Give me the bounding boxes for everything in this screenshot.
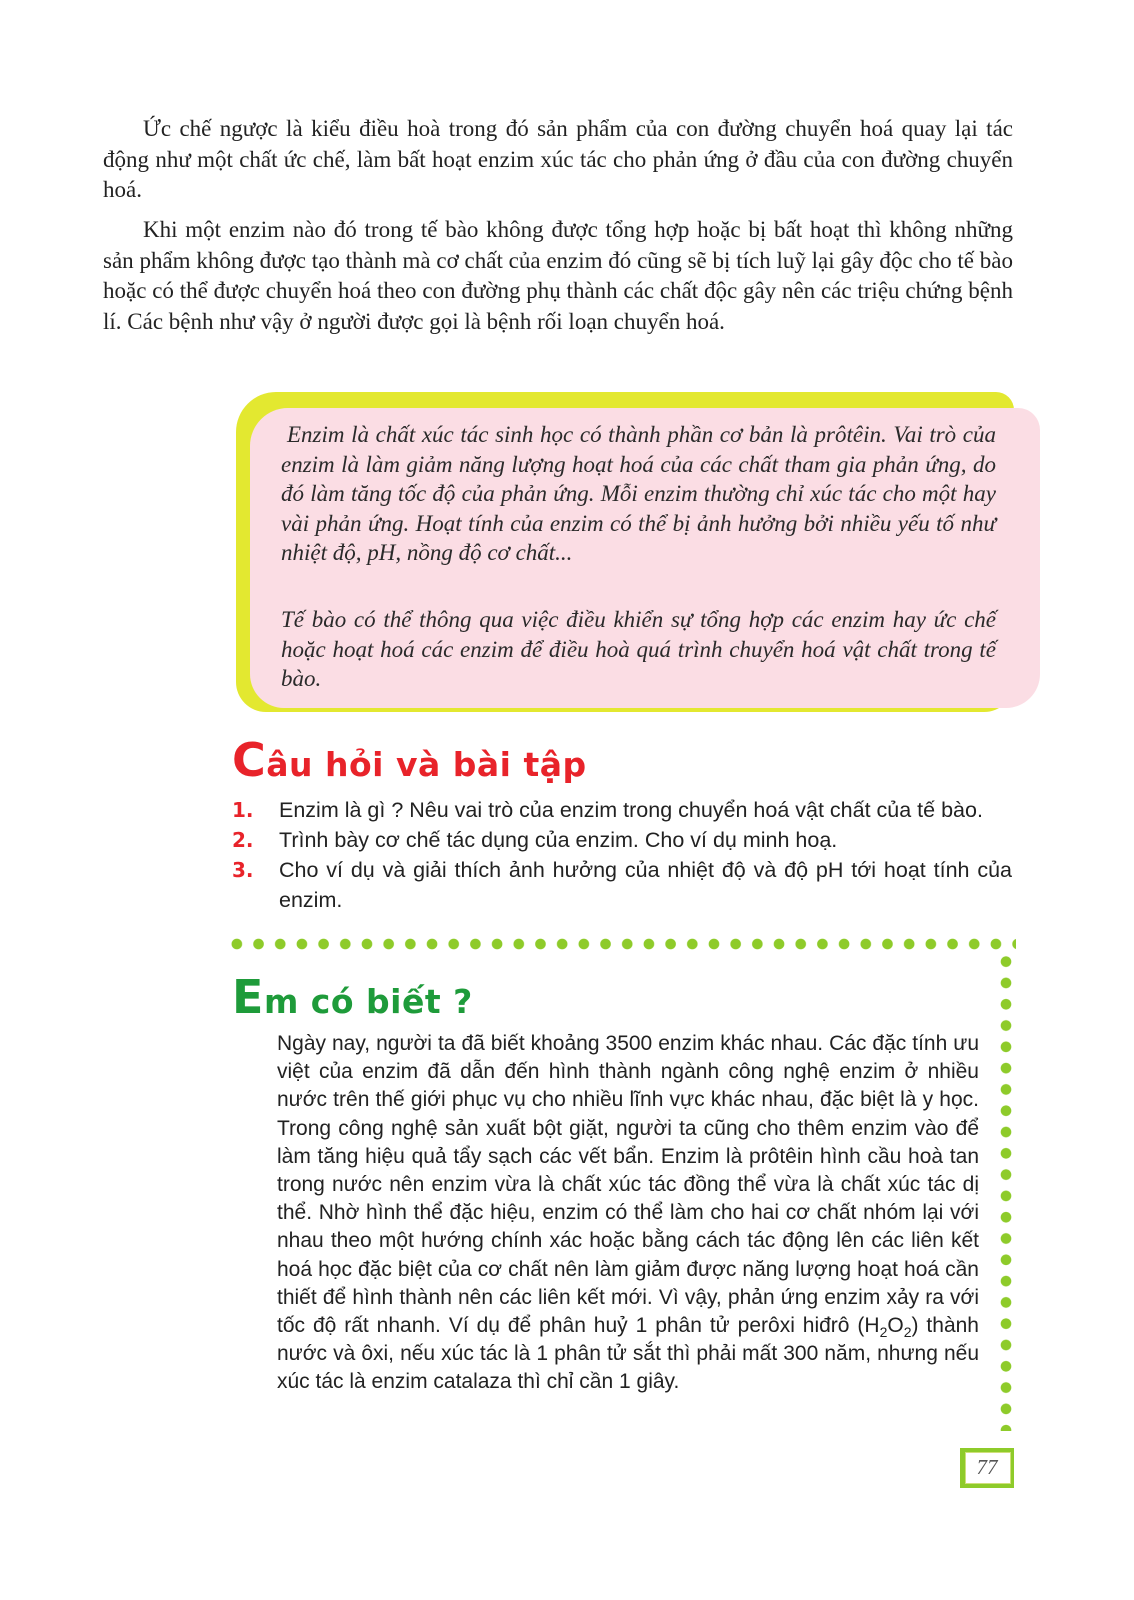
question-item xyxy=(232,855,1012,915)
question-number: 3. xyxy=(232,858,254,882)
question-item xyxy=(232,795,1012,825)
did-you-know-heading-initial: E xyxy=(232,970,264,1024)
question-text: Trình bày cơ chế tác dụng của enzim. Cho ví dụ minh hoạ. xyxy=(279,828,838,852)
questions-heading xyxy=(232,733,587,787)
body-paragraph-2: Khi một enzim nào đó trong tế bào không được tổng hợp hoặc bị bất hoạt thì không những sản phẩm không được tạo thành mà cơ chất của enzim đó cũng sẽ bị tích luỹ lại gây độc cho tế bào hoặc có thể được chuyển hoá theo con đường phụ thành các chất độc gây nên các triệu chứng bệnh lí. Các bệnh như vậy ở người được gọi là bệnh rối loạn chuyển hoá. xyxy=(103,217,1013,334)
questions-heading-initial: C xyxy=(232,733,267,787)
question-text: Cho ví dụ và giải thích ảnh hưởng của nhiệt độ và độ pH tới hoạt tính của enzim. xyxy=(279,858,1012,912)
formula-h2o2 xyxy=(864,1314,912,1341)
page-number: 77 xyxy=(976,1455,998,1479)
did-you-know-text-part-1: Ngày nay, người ta đã biết khoảng 3500 enzim khác nhau. Các đặc tính ưu việt của enzim đã dẫn đến hình thành ngành công nghệ enzim ở nhiều nước trên thế giới phục vụ cho nhiều lĩnh vực khác nhau, đặc biệt là y học. Trong công nghệ sản xuất bột giặt, người ta cũng cho thêm enzim vào để làm tăng hiệu quả tẩy sạch các vết bẩn. Enzim là prôtêin hình cầu hoà tan trong nước nên enzim vừa là chất xúc tác đồng thể vừa là chất xúc tác dị thể. Nhờ hình thể đặc hiệu, enzim có thể làm cho hai cơ chất nhóm lại với nhau theo một hướng chính xác hoặc bằng cách tác động lên các liên kết hoá học đặc biệt của cơ chất nên làm giảm được năng lượng hoạt hoá cần thiết để hình thành nên các liên kết mới. Vì vậy, phản ứng enzim xảy ra với tốc độ rất nhanh. Ví dụ để phân huỷ 1 phân tử perôxi hiđrô ( xyxy=(277,1032,979,1338)
formula-subscript-2: 2 xyxy=(903,1324,912,1341)
question-text: Enzim là gì ? Nêu vai trò của enzim trong chuyển hoá vật chất của tế bào. xyxy=(279,798,983,822)
question-item xyxy=(232,825,1012,855)
did-you-know-text-part-2: ) thành nước và ôxi, nếu xúc tác là 1 phân tử sắt thì phải mất 300 năm, nhưng nếu xúc tác là enzim catalaza thì chỉ cần 1 giây. xyxy=(277,1314,979,1394)
formula-o: O xyxy=(887,1314,904,1338)
question-number: 1. xyxy=(232,798,254,822)
questions-heading-rest: âu hỏi và bài tập xyxy=(266,745,587,784)
summary-paragraph-1: Enzim là chất xúc tác sinh học có thành phần cơ bản là prôtêin. Vai trò của enzim là làm giảm năng lượng hoạt hoá của các chất tham gia phản ứng, do đó làm tăng tốc độ của phản ứng. Mỗi enzim thường chỉ xúc tác cho một hay vài phản ứng. Hoạt tính của enzim có thể bị ảnh hưởng bởi nhiều yếu tố như nhiệt độ, pH, nồng độ cơ chất... xyxy=(281,422,996,565)
summary-paragraph-2: Tế bào có thể thông qua việc điều khiển sự tổng hợp các enzim hay ức chế hoặc hoạt hoá các enzim để điều hoà quá trình chuyển hoá vật chất trong tế bào. xyxy=(281,607,996,691)
formula-subscript-1: 2 xyxy=(879,1324,888,1341)
question-number: 2. xyxy=(232,828,254,852)
did-you-know-heading xyxy=(232,970,473,1024)
dotted-border-right xyxy=(999,951,1013,1431)
did-you-know-text xyxy=(277,1030,979,1397)
formula-h: H xyxy=(864,1314,880,1338)
body-paragraph-1: Ức chế ngược là kiểu điều hoà trong đó sản phẩm của con đường chuyển hoá quay lại tác động như một chất ức chế, làm bất hoạt enzim xúc tác cho phản ứng ở đầu của con đường chuyển hoá. xyxy=(103,116,1013,202)
did-you-know-heading-rest: m có biết ? xyxy=(263,982,473,1021)
dotted-border-top xyxy=(226,937,1016,951)
